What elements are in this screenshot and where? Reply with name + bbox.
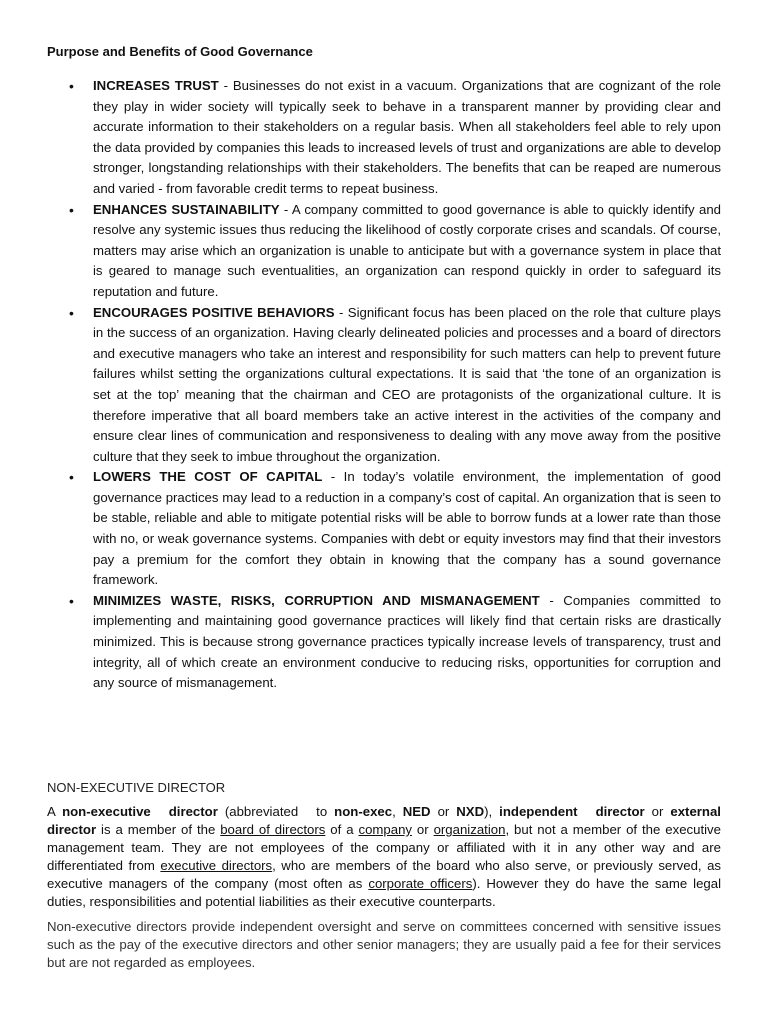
text-run: to — [316, 804, 335, 819]
term-bold: non-executive — [62, 804, 151, 819]
bullet-title: ENHANCES SUSTAINABILITY — [93, 201, 280, 217]
executive-directors-link[interactable]: executive directors — [160, 858, 273, 873]
text-run: ). However they do have the same legal duties, responsibilities and potential liabilities as their executive counterparts. — [47, 876, 722, 909]
text-run: or — [430, 804, 457, 819]
list-item — [93, 200, 721, 303]
text-run: A — [47, 804, 63, 819]
bullet-text: - Significant focus has been placed on the role that culture plays in the success of an organization. Having clearly delineated policies and processes and a board of directors and executive managers who take an interest and responsibility for such matters can help to prevent future failures whilst setting the organizations cultural expectations. It is said that ‘the tone of an organization is set at the top’ meaning that the chairman and CEO are protagonists of the organizational culture. It is therefore imperative that all board members take an active interest in the activities of the company and ensure clear lines of communication and responsiveness to dealing with any move away from the positive culture that they seek to imbue throughout the organization. — [93, 304, 721, 464]
term-bold: director — [168, 804, 218, 819]
text-run: , but not a member of the executive management team. They are not employees of the company or affiliated with it in any other way and are differentiated from — [47, 822, 721, 873]
ned-definition-paragraph — [47, 803, 721, 911]
text-run: of a — [325, 822, 359, 837]
text-run: or — [412, 822, 434, 837]
benefits-list — [93, 76, 721, 694]
term-bold: non-exec — [334, 804, 393, 819]
text-run: or — [644, 804, 671, 819]
list-item — [93, 591, 721, 694]
bullet-title: INCREASES TRUST — [93, 78, 219, 93]
company-link[interactable]: company — [358, 822, 412, 837]
text-run: , — [392, 804, 403, 819]
term-bold: independent — [499, 804, 578, 819]
text-run: (abbreviated — [217, 804, 299, 819]
bullet-title: LOWERS THE COST OF CAPITAL — [93, 469, 323, 485]
list-item — [93, 467, 721, 591]
text-run: ), — [484, 804, 500, 819]
bullet-text: - Companies committed to implementing and maintaining good governance practices will likely find that certain risks are drastically minimized. This is because strong governance practices typically increase levels of transparency, trust and integrity, all of which create an environment conducive to reducing risks, opportunities for corruption and any source of mismanagement. — [93, 592, 721, 691]
term-bold: external director — [47, 804, 721, 837]
ned-role-paragraph: Non-executive directors provide independent oversight and serve on committees concerned with sensitive issues such as the pay of the executive directors and other senior managers; they are usually paid a fee for their services but are not regarded as employees. — [47, 919, 721, 970]
text-run: , who are members of the board who also serve, or previously served, as executive managers of the company (most often as — [47, 858, 722, 891]
bullet-text: - A company committed to good governance is able to quickly identify and resolve any systemic issues thus reducing the likelihood of costly corporate crises and scandals. Of course, matters may arise which an organization is unable to anticipate but with a governance system in place that is geared to manage such eventualities, an organization can respond quickly in order to safeguard its reputation and future. — [93, 201, 721, 299]
term-bold: NXD — [456, 804, 485, 819]
term-bold: NED — [402, 804, 431, 819]
text-run: is a member of the — [96, 822, 221, 837]
organization-link[interactable]: organization — [433, 822, 506, 837]
bullet-text: - Businesses do not exist in a vacuum. Organizations that are cognizant of the role they play in wider society will typically seek to behave in a transparent manner by providing clear and accurate information to their stakeholders on a regular basis. When all stakeholders feel able to rely upon the data provided by companies this leads to increased levels of trust and organizations are able to develop stronger, longstanding relationships with their stakeholders. The benefits that can be reaped are numerous and varied - from favorable credit terms to repeat business. — [93, 78, 721, 196]
bullet-title: MINIMIZES WASTE, RISKS, CORRUPTION AND MISMANAGEMENT — [93, 592, 540, 608]
list-item — [93, 76, 721, 200]
bullet-text: - In today’s volatile environment, the implementation of good governance practices may lead to a reduction in a company’s cost of capital. An organization that is seen to be stable, reliable and able to mitigate potential risks will be able to borrow funds at a lower rate than those with no, or weak governance systems. Companies with debt or equity investors may find that their investors pay a premium for the comfort they obtain in knowing that the company has a sound governance framework. — [93, 469, 722, 588]
ned-heading: NON-EXECUTIVE DIRECTOR — [47, 780, 226, 795]
board-of-directors-link[interactable]: board of directors — [220, 822, 326, 837]
list-item — [93, 303, 721, 468]
term-bold: director — [595, 804, 645, 819]
bullet-title: ENCOURAGES POSITIVE BEHAVIORS — [93, 304, 335, 320]
section-heading: Purpose and Benefits of Good Governance — [47, 44, 313, 59]
corporate-officers-link[interactable]: corporate officers — [368, 876, 473, 891]
